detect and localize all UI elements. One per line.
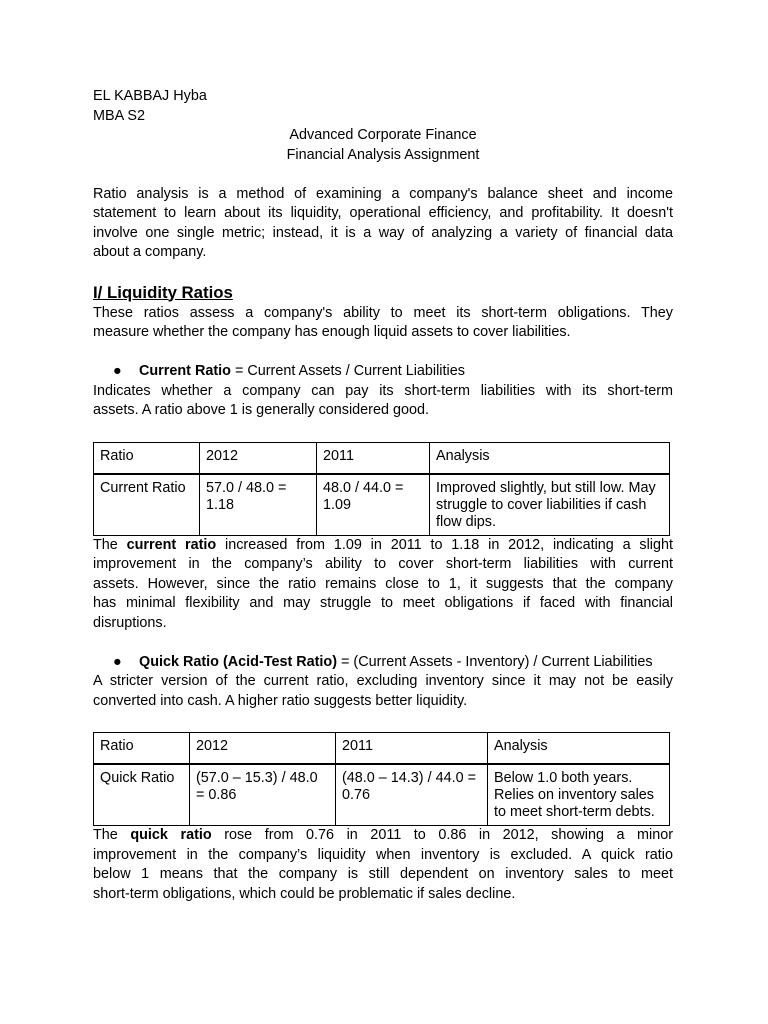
analysis-line: assets. However, since the ratio remains close to 1, it suggests that the company bbox=[93, 575, 673, 592]
table-cell: Current Ratio bbox=[94, 474, 200, 536]
table-header-cell: Analysis bbox=[488, 733, 670, 765]
table-header-cell: Ratio bbox=[94, 733, 190, 765]
desc-line: assets. A ratio above 1 is generally considered good. bbox=[93, 402, 429, 418]
bullet-dot-icon: ● bbox=[113, 363, 122, 379]
quick-ratio-description bbox=[93, 672, 673, 711]
current-ratio-formula: = Current Assets / Current Liabilities bbox=[230, 363, 465, 379]
table-header-cell: 2011 bbox=[317, 442, 430, 474]
intro-line: Ratio analysis is a method of examining a company's balance sheet and income bbox=[93, 185, 673, 202]
current-ratio-table bbox=[93, 442, 670, 536]
analysis-text: increased from 1.09 in 2011 to 1.18 in 2012, indicating a slight bbox=[216, 536, 674, 553]
analysis-line: improvement in the company’s liquidity when inventory is excluded. A quick ratio bbox=[93, 846, 673, 863]
table-header-row bbox=[94, 442, 670, 474]
table-cell: 48.0 / 44.0 = 1.09 bbox=[317, 474, 430, 536]
bullet-dot-icon: ● bbox=[113, 653, 122, 670]
current-ratio-analysis bbox=[93, 536, 673, 634]
quick-ratio-formula: = (Current Assets - Inventory) / Current Liabilities bbox=[337, 653, 653, 670]
quick-ratio-label: Quick Ratio (Acid-Test Ratio) bbox=[139, 653, 338, 670]
section-desc-line: measure whether the company has enough liquid assets to cover liabilities. bbox=[93, 324, 571, 340]
intro-line: statement to learn about its liquidity, operational efficiency, and profitability. It doesn't bbox=[93, 205, 673, 221]
table-cell: (48.0 – 14.3) / 44.0 = 0.76 bbox=[336, 764, 488, 826]
table-header-cell: 2012 bbox=[200, 442, 317, 474]
analysis-line: short-term obligations, which could be problematic if sales decline. bbox=[93, 885, 516, 902]
analysis-line: below 1 means that the company is still dependent on inventory sales to meet bbox=[93, 866, 673, 882]
intro-paragraph bbox=[93, 185, 673, 263]
current-ratio-description bbox=[93, 382, 673, 421]
desc-line: A stricter version of the current ratio, excluding inventory since it may not be easily bbox=[93, 673, 673, 689]
assignment-title: Financial Analysis Assignment bbox=[286, 146, 480, 163]
table-cell: Quick Ratio bbox=[94, 764, 190, 826]
table-cell: Below 1.0 both years. Relies on inventory sales to meet short-term debts. bbox=[488, 764, 670, 826]
section-desc-line: These ratios assess a company's ability to meet its short-term obligations. They bbox=[93, 304, 673, 321]
analysis-prefix: The bbox=[93, 536, 127, 553]
table-header-cell: 2012 bbox=[190, 733, 336, 765]
analysis-line bbox=[93, 826, 673, 846]
desc-line: Indicates whether a company can pay its short-term liabilities with its short-term bbox=[93, 382, 673, 399]
program-name: MBA S2 bbox=[93, 107, 145, 124]
table-cell: 57.0 / 48.0 = 1.18 bbox=[200, 474, 317, 536]
analysis-keyword: quick ratio bbox=[130, 827, 212, 843]
table-header-row bbox=[94, 733, 670, 765]
table-cell: (57.0 – 15.3) / 48.0 = 0.86 bbox=[190, 764, 336, 826]
intro-line: involve one single metric; instead, it is a way of analyzing a variety of financial data bbox=[93, 224, 673, 241]
analysis-keyword: current ratio bbox=[126, 536, 217, 553]
table-row bbox=[94, 474, 670, 536]
table-header-cell: 2011 bbox=[336, 733, 488, 765]
table-cell: Improved slightly, but still low. May struggle to cover liabilities if cash flow dips. bbox=[430, 474, 670, 536]
analysis-line bbox=[93, 536, 673, 556]
table-header-cell: Ratio bbox=[94, 442, 200, 474]
current-ratio-label: Current Ratio bbox=[139, 363, 231, 379]
document-page bbox=[93, 87, 673, 904]
table-row bbox=[94, 764, 670, 826]
desc-line: converted into cash. A higher ratio suggests better liquidity. bbox=[93, 692, 468, 709]
section-description bbox=[93, 304, 673, 343]
analysis-line: has minimal flexibility and may struggle to meet obligations if faced with financial bbox=[93, 595, 673, 611]
course-title: Advanced Corporate Finance bbox=[289, 127, 477, 143]
analysis-line: improvement in the company’s ability to cover short-term liabilities with current bbox=[93, 556, 673, 572]
section-heading-liquidity: I/ Liquidity Ratios bbox=[93, 282, 233, 302]
analysis-line: disruptions. bbox=[93, 614, 167, 631]
quick-ratio-table bbox=[93, 732, 670, 826]
author-name: EL KABBAJ Hyba bbox=[93, 88, 207, 104]
quick-ratio-bullet bbox=[93, 653, 673, 673]
table-header-cell: Analysis bbox=[430, 442, 670, 474]
intro-line: about a company. bbox=[93, 244, 207, 260]
quick-ratio-analysis bbox=[93, 826, 673, 904]
current-ratio-bullet bbox=[93, 362, 673, 382]
analysis-prefix: The bbox=[93, 827, 131, 843]
analysis-text: rose from 0.76 in 2011 to 0.86 in 2012, showing a minor bbox=[211, 827, 673, 843]
